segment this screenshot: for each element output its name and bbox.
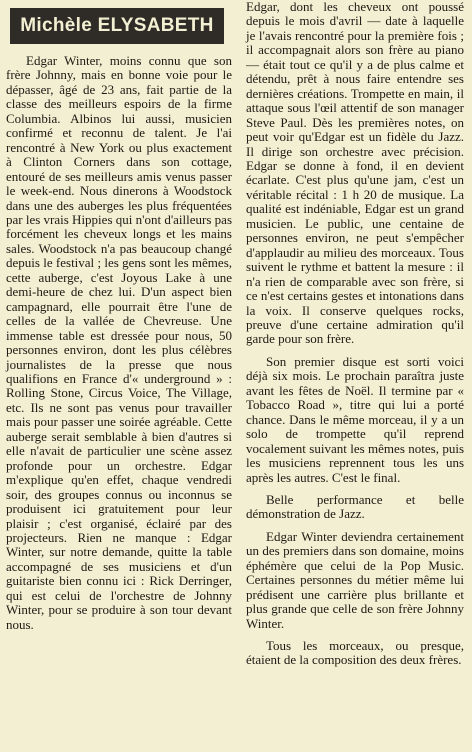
paragraph-2: Son premier disque est sorti voici déjà six mois. Le prochain paraîtra juste avant les fêtes de Noël. Il termine par « Tobacco Road », titre qui lui a porté chance. Dans le même morceau, il y a un solo de trompette qu'il reprend vocalement suivant les mêmes notes, puis les musiciens reprennent tous les uns après les autres. C'est le final. <box>246 353 464 485</box>
paragraph-3: Belle performance et belle démonstration de Jazz. <box>246 491 464 522</box>
paragraph-4: Edgar Winter deviendra certainement un des premiers dans son domaine, moins éphémère que celui de la Pop Music. Certaines personnes du métier même lui prédisent une carrière plus brillante et plus grande que celle de son frère Johnny Winter. <box>246 528 464 631</box>
right-column <box>236 0 472 752</box>
byline: Michèle ELYSABETH <box>10 8 224 44</box>
paragraph-1-left: Edgar Winter, moins connu que son frère Johnny, mais en bonne voie pour le dépasser, âgé de 23 ans, fait partie de la classe des meilleurs espoirs de la firme Columbia. Albinos lui aussi, musicien confirmé et reconnu de talent. Je l'ai rencontré à New York ou plus exactement à Clinton Corners dans son cottage, entouré de ses meilleurs amis venus passer le week-end. Nous dinerons à Woodstock dans une des auberges les plus fréquentées par les vrais Hippies qui n'ont d'ailleurs pas forcément les cheveux longs et les mains sales. Woodstock n'a pas beaucoup changé depuis le festival ; les gens sont les mêmes, cette auberge, c'est Joyous Lake à une demi-heure de chez lui. D'un aspect bien campagnard, elle pourrait être l'une de celles de la vallée de Chevreuse. Une immense table est dressée pour nous, 50 personnes environ, dont les plus célèbres journalistes de la presse que nous qualifions en France d'« underground » : Rolling Stone, Circus Voice, The Village, etc. Ils ne sont pas venus pour travailler mais pour passer une soirée agréable. Cette auberge serait semblable à bien d'autres si elle n'avait de particulier une scène assez profonde pour un orchestre. Edgar m'explique qu'en effet, chaque vendredi soir, des groupes connus ou inconnus se produisent ici gratuitement pour leur plaisir ; c'est organisé, éclairé par des projecteurs. Rien ne manque : Edgar Winter, sur notre demande, quitte la table accompagné de ses musiciens et d'un guitariste bien connu ici : Rick Derringer, qui est celui de l'orchestre de Johnny Winter, pour se produire à son tour devant nous. <box>6 53 233 632</box>
paragraph-5: Tous les morceaux, ou presque, étaient de la composition des deux frères. <box>246 638 464 668</box>
paragraph-1-right: Edgar, dont les cheveux ont poussé depuis le mois d'avril — date à laquelle je l'avais rencontré pour la première fois ; il accompagnait alors son frère au piano — était tout ce qu'il y a de plus calme et détendu, prêt à nous faire entendre ses dernières créations. Trompette en main, il attaque sous l'œil attentif de son manager Steve Paul. Dès les premières notes, on peut voir qu'Edgar est un fidèle du Jazz. Il dirige son orchestre avec précision. Edgar se donne à fond, il en devient écarlate. C'est plus qu'une jam, c'est un véritable récital : 1 h 20 de musique. La qualité est indéniable, Edgar est un grand musicien. Le public, une centaine de personnes environ, ne peut s'empêcher d'applaudir au milieu des morceaux. Tous suivent le rythme et battent la mesure : il n'a rien de comparable avec son frère, si ce n'est certains gestes et intonations dans la voix. Il conserve quelques rocks, preuve d'une certaine admiration qu'il garde pour son frère. <box>246 0 464 347</box>
